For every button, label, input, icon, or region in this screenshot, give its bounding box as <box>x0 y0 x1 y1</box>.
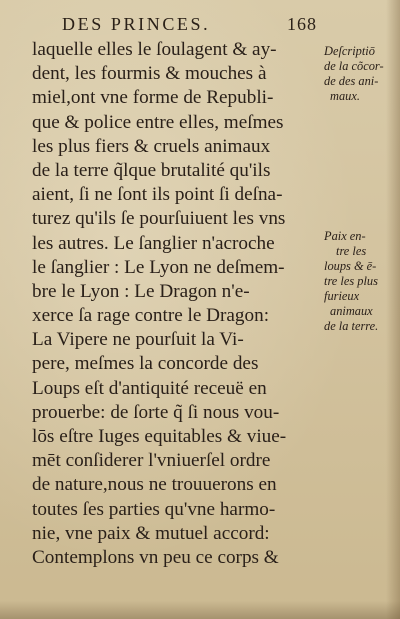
page-bottom-shadow <box>0 601 400 619</box>
text-line: La Vipere ne pourſuit la Vi- <box>32 329 244 351</box>
note-line: Deſcriptiō <box>324 44 375 58</box>
text-line: toutes ſes parties qu'vne harmo- <box>32 498 276 520</box>
note-line: furieux <box>324 289 360 303</box>
text-line: aient, ſi ne ſont ils point ſi deſna- <box>32 184 283 206</box>
text-line: de nature,nous ne trouuerons en <box>32 474 277 496</box>
note-line: de des ani- <box>324 74 379 88</box>
note-line: tre les plus <box>324 274 378 288</box>
note-line: maux. <box>330 89 360 103</box>
text-line: de la terre q̃lque brutalité qu'ils <box>32 159 271 181</box>
note-line: tre les <box>336 244 367 258</box>
text-line: les plus fiers & cruels animaux <box>32 135 271 157</box>
text-line: miel,ont vne forme de Republi- <box>32 87 274 109</box>
body-text <box>32 38 322 570</box>
marginal-note-peace <box>324 229 396 334</box>
text-line: mēt conſiderer l'vniuerſel ordre <box>32 450 271 472</box>
text-line: laquelle elles le ſoulagent & ay- <box>32 39 277 60</box>
page-number: 168 <box>287 14 317 34</box>
note-line: Paix en- <box>324 229 366 243</box>
text-line: lōs eſtre Iuges equitables & viue- <box>32 426 287 447</box>
marginal-note-concord <box>324 44 396 104</box>
text-line: le ſanglier : Le Lyon ne deſmem- <box>32 256 285 278</box>
note-line: loups & ē- <box>324 259 377 273</box>
text-line: prouerbe: de ſorte q̃ ſi nous vou- <box>32 401 280 423</box>
text-line: Contemplons vn peu ce corps & <box>32 546 279 568</box>
running-title: DES PRINCES. <box>62 14 211 34</box>
note-line: animaux <box>330 304 373 318</box>
note-line: de la terre. <box>324 319 379 333</box>
text-line: turez qu'ils ſe pourſuiuent les vns <box>32 208 286 230</box>
text-line: bre le Lyon : Le Dragon n'e- <box>32 280 250 302</box>
text-line: Loups eſt d'antiquité receuë en <box>32 377 267 399</box>
text-line: que & police entre elles, meſmes <box>32 111 284 133</box>
text-line: les autres. Le ſanglier n'acroche <box>32 232 275 254</box>
text-line: dent, les fourmis & mouches à <box>32 63 267 85</box>
text-line: nie, vne paix & mutuel accord: <box>32 522 270 544</box>
text-line: pere, meſmes la concorde des <box>32 353 259 375</box>
text-line: xerce ſa rage contre le Dragon: <box>32 305 270 327</box>
note-line: de la cõcor- <box>324 59 384 73</box>
running-head <box>60 14 360 36</box>
